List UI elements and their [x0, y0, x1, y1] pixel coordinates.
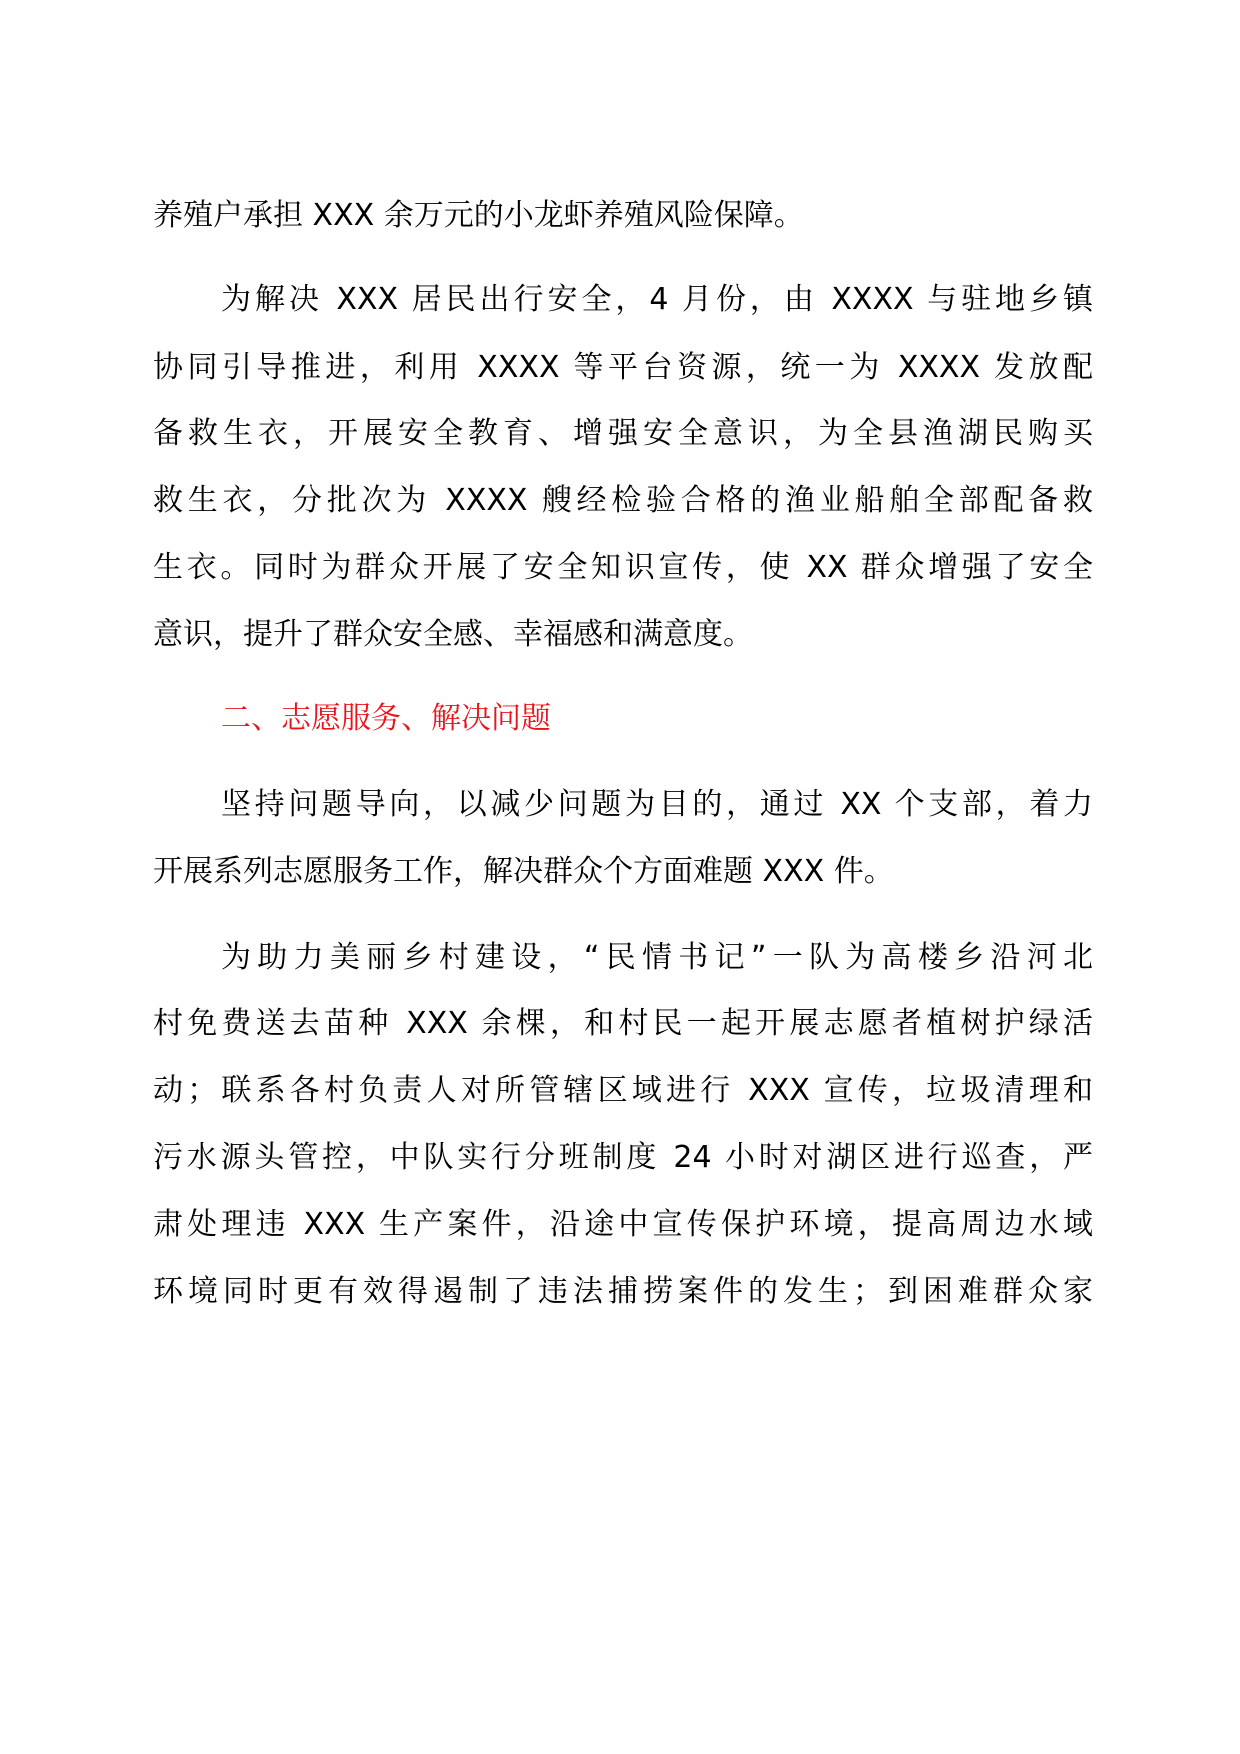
paragraph-2-line-2: 协同引导推进，利用 XXXX 等平台资源，统一为 XXXX 发放配	[153, 350, 1093, 385]
paragraph-4-line-4: 污水源头管控，中队实行分班制度 24 小时对湖区进行巡查，严	[153, 1140, 1093, 1175]
paragraph-1-line-1: 养殖户承担 XXX 余万元的小龙虾养殖风险保障。	[153, 198, 804, 233]
paragraph-3-line-2: 开展系列志愿服务工作，解决群众个方面难题 XXX 件。	[153, 854, 894, 889]
paragraph-4-line-3: 动；联系各村负责人对所管辖区域进行 XXX 宣传，垃圾清理和	[153, 1073, 1093, 1108]
paragraph-4-line-2: 村免费送去苗种 XXX 余棵，和村民一起开展志愿者植树护绿活	[153, 1006, 1093, 1041]
paragraph-4-line-1: 为助力美丽乡村建设，“民情书记”一队为高楼乡沿河北	[221, 940, 1093, 975]
section-heading: 二、志愿服务、解决问题	[221, 701, 551, 736]
paragraph-2-line-3: 备救生衣，开展安全教育、增强安全意识，为全县渔湖民购买	[153, 416, 1093, 451]
paragraph-3-line-1: 坚持问题导向，以减少问题为目的，通过 XX 个支部，着力	[221, 787, 1093, 822]
paragraph-4-line-5: 肃处理违 XXX 生产案件，沿途中宣传保护环境，提高周边水域	[153, 1207, 1093, 1242]
paragraph-2-line-4: 救生衣，分批次为 XXXX 艘经检验合格的渔业船舶全部配备救	[153, 483, 1093, 518]
paragraph-4-line-6: 环境同时更有效得遏制了违法捕捞案件的发生；到困难群众家	[153, 1274, 1093, 1309]
paragraph-2-line-6: 意识，提升了群众安全感、幸福感和满意度。	[153, 617, 753, 652]
paragraph-2-line-5: 生衣。同时为群众开展了安全知识宣传，使 XX 群众增强了安全	[153, 550, 1093, 585]
paragraph-2-line-1: 为解决 XXX 居民出行安全，4 月份，由 XXXX 与驻地乡镇	[221, 282, 1093, 317]
